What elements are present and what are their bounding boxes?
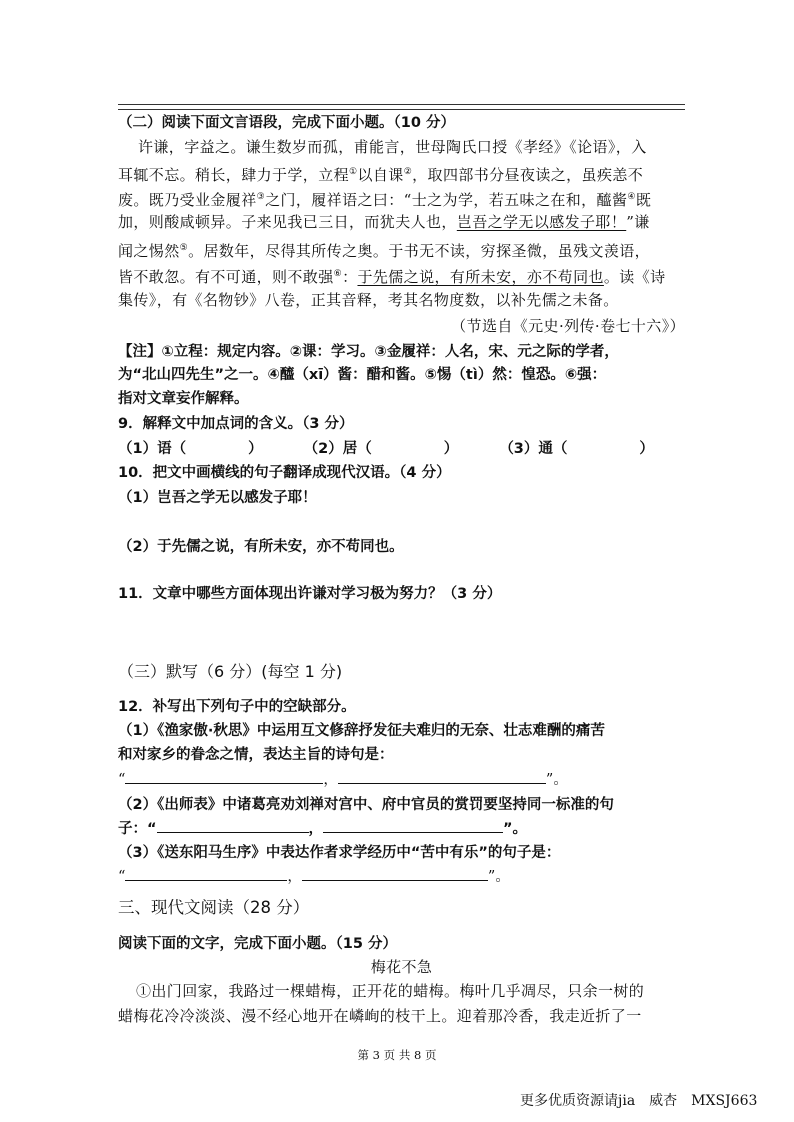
- passage-line-3: 废。既乃受业金履祥③之门，履祥语之曰：“士之为学，若五味之在和，醯酱④既: [118, 191, 652, 209]
- watermark-text: 更多优质资源请jia 威杏 MXSJ663: [520, 1093, 758, 1109]
- underlined-sentence-2: 于先儒之说，有所未安，亦不苟同也: [357, 268, 604, 286]
- passage-line-1: 许谦，字益之。谦生数岁而孤，甫能言，世母陶氏口授《孝经》《论语》，入: [138, 138, 647, 156]
- blank-2[interactable]: [338, 769, 546, 784]
- article-para-1a: ①出门回家，我路过一棵蜡梅，正开花的蜡梅。梅叶几乎凋尽，只余一树的: [136, 982, 645, 1000]
- question-12-2-blanks: 子：“ ， ”。: [118, 818, 685, 839]
- section3-heading: （三）默写（6 分）(每空 1 分): [118, 662, 343, 681]
- passage-line-5: 闻之惕然⑤。居数年，尽得其所传之奥。于书无不读，穷探圣微，虽残文羡语，: [118, 242, 651, 260]
- question-12-1-blanks: “ ， ”。: [118, 769, 685, 790]
- notes-line-1: 【注】①立程：规定内容。②课：学习。③金履祥：人名，宋、元之际的学者，: [118, 344, 619, 360]
- part3-heading: 三、现代文阅读（28 分）: [118, 898, 310, 917]
- notes-line-3: 指对文章妄作解释。: [118, 391, 249, 407]
- question-12-3a: （3）《送东阳马生序》中表达作者求学经历中“苦中有乐”的句子是：: [118, 845, 561, 861]
- passage-line-6: 皆不敢忽。有不可通，则不敢强⑥：于先儒之说，有所未安，亦不苟同也。读《诗: [118, 268, 666, 286]
- question-12-1a: （1）《渔家傲·秋思》中运用互文修辞抒发征夫难归的无奈、壮志难酬的痛苦: [118, 723, 605, 739]
- blank-5[interactable]: [125, 866, 287, 881]
- blank-1[interactable]: [125, 769, 323, 784]
- question-9-items: （1）语（ ） （2）居（ ） （3）通（ ）: [118, 441, 654, 457]
- passage-line-4: 加，则酸咸顿异。子来见我已三日，而犹夫人也，岂吾之学无以感发子耶！”谦: [118, 213, 650, 231]
- top-rule-1: [118, 104, 685, 105]
- page-footer: 第 3 页 共 8 页: [357, 1048, 437, 1062]
- blank-6[interactable]: [302, 866, 488, 881]
- question-12-1b: 和对家乡的眷念之情，表达主旨的诗句是：: [118, 747, 394, 763]
- question-10-2: （2）于先儒之说，有所未安，亦不苟同也。: [118, 539, 404, 555]
- question-10: 10．把文中画横线的句子翻译成现代汉语。（4 分）: [118, 465, 451, 481]
- passage-line-7: 集传》，有《名物钞》八卷，正其音释，考其名物度数，以补先儒之未备。: [118, 291, 619, 309]
- article-title: 梅花不急: [370, 958, 433, 976]
- section2-heading: （二）阅读下面文言语段，完成下面小题。（10 分）: [118, 115, 455, 131]
- blank-4[interactable]: [323, 818, 503, 833]
- question-10-1: （1）岂吾之学无以感发子耶！: [118, 490, 317, 506]
- part3-instruction: 阅读下面的文字，完成下面小题。（15 分）: [118, 936, 397, 952]
- top-rule-2: [118, 109, 685, 110]
- underlined-sentence-1: 岂吾之学无以感发子耶！: [456, 213, 627, 231]
- article-para-1b: 蜡梅花冷冷淡淡、漫不经心地开在嶙峋的枝干上。迎着那冷香，我走近折了一: [118, 1007, 642, 1025]
- passage-line-2: 耳辄不忘。稍长，肆力于学，立程①以自课②，取四部书分昼夜读之，虽疾恙不: [118, 166, 644, 184]
- question-9: 9．解释文中加点词的含义。（3 分）: [118, 416, 354, 432]
- question-12: 12．补写出下列句子中的空缺部分。: [118, 699, 356, 715]
- blank-3[interactable]: [157, 818, 309, 833]
- passage-source: （节选自《元史·列传·卷七十六》）: [451, 317, 685, 335]
- question-12-3-blanks: “ ， ”。: [118, 866, 685, 887]
- question-12-2a: （2）《出师表》中诸葛亮劝刘禅对宫中、府中官员的赏罚要坚持同一标准的句: [118, 797, 614, 813]
- question-11: 11．文章中哪些方面体现出许谦对学习极为努力？（3 分）: [118, 586, 502, 602]
- notes-line-2: 为“北山四先生”之一。④醯（xī）酱：醋和酱。⑤惕（tì）然：惶恐。⑥强：: [118, 367, 607, 383]
